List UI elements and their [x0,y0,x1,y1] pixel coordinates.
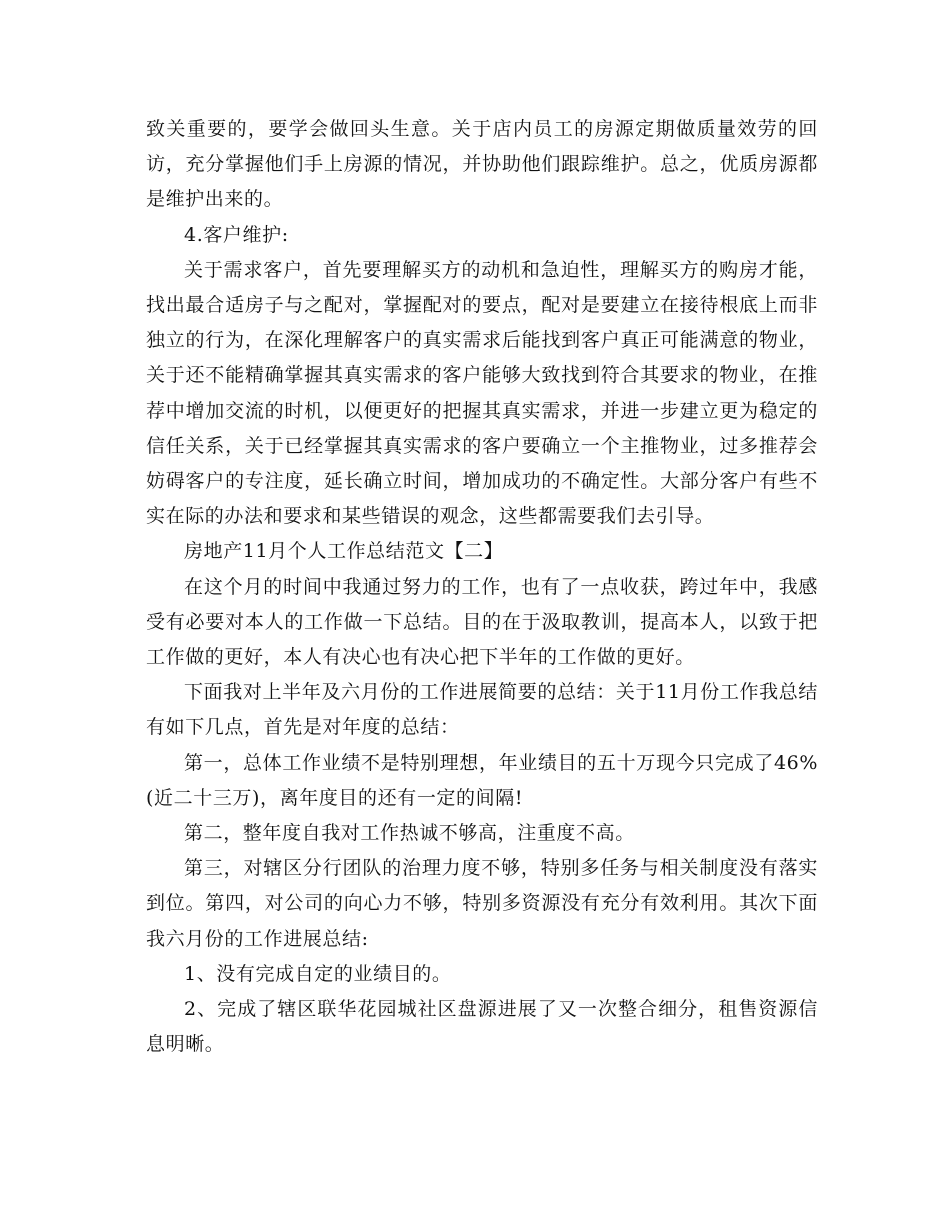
paragraph-point-second: 第二，整年度自我对工作热诚不够高，注重度不高。 [184,822,635,845]
heading-customer-maintenance: 4.客户维护: [184,223,289,246]
list-item-two: 2、完成了辖区联华花园城社区盘源进展了又一次整合细分，租售资源信息明晰。 [146,998,818,1056]
list-item-one: 1、没有完成自定的业绩目的。 [184,962,452,985]
document-body [146,112,818,1062]
paragraph-point-third-fourth: 第三，对辖区分行团队的治理力度不够，特别多任务与相关制度没有落实到位。第四，对公司的向心力不够，特别多资源没有充分有效利用。其次下面我六月份的工作进展总结: [146,857,818,950]
paragraph-monthly-reflection: 在这个月的时间中我通过努力的工作，也有了一点收获，跨过年中，我感受有必要对本人的工作做一下总结。目的在于汲取教训，提高本人，以致于把工作做的更好，本人有决心也有决心把下半年的工作做的更好。 [146,575,818,669]
paragraph-summary-intro: 下面我对上半年及六月份的工作进展简要的总结：关于11月份工作我总结有如下几点，首先是对年度的总结： [146,681,818,739]
paragraph-point-first: 第一，总体工作业绩不是特别理想，年业绩目的五十万现今只完成了46%(近二十三万)，离年度目的还有一定的间隔! [146,751,818,809]
paragraph-listing-maintenance-end: 致关重要的，要学会做回头生意。关于店内员工的房源定期做质量效劳的回访，充分掌握他们手上房源的情况，并协助他们跟踪维护。总之，优质房源都是维护出来的。 [146,118,818,211]
paragraph-customer-needs: 关于需求客户，首先要理解买方的动机和急迫性，理解买方的购房才能，找出最合适房子与之配对，掌握配对的要点，配对是要建立在接待根底上而非独立的行为，在深化理解客户的真实需求后能找到客户真正可能满意的物业，关于还不能精确掌握其真实需求的客户能够大致找到符合其要求的物业，在推荐中增加交流的时机，以便更好的把握其真实需求，并进一步建立更为稳定的信任关系，关于已经掌握其真实需求的客户要确立一个主推物业，过多推荐会妨碍客户的专注度，延长确立时间，增加成功的不确定性。大部分客户有些不实在际的办法和要求和某些错误的观念，这些都需要我们去引导。 [146,258,818,528]
section-title-sample-two: 房地产11月个人工作总结范文【二】 [184,540,504,563]
